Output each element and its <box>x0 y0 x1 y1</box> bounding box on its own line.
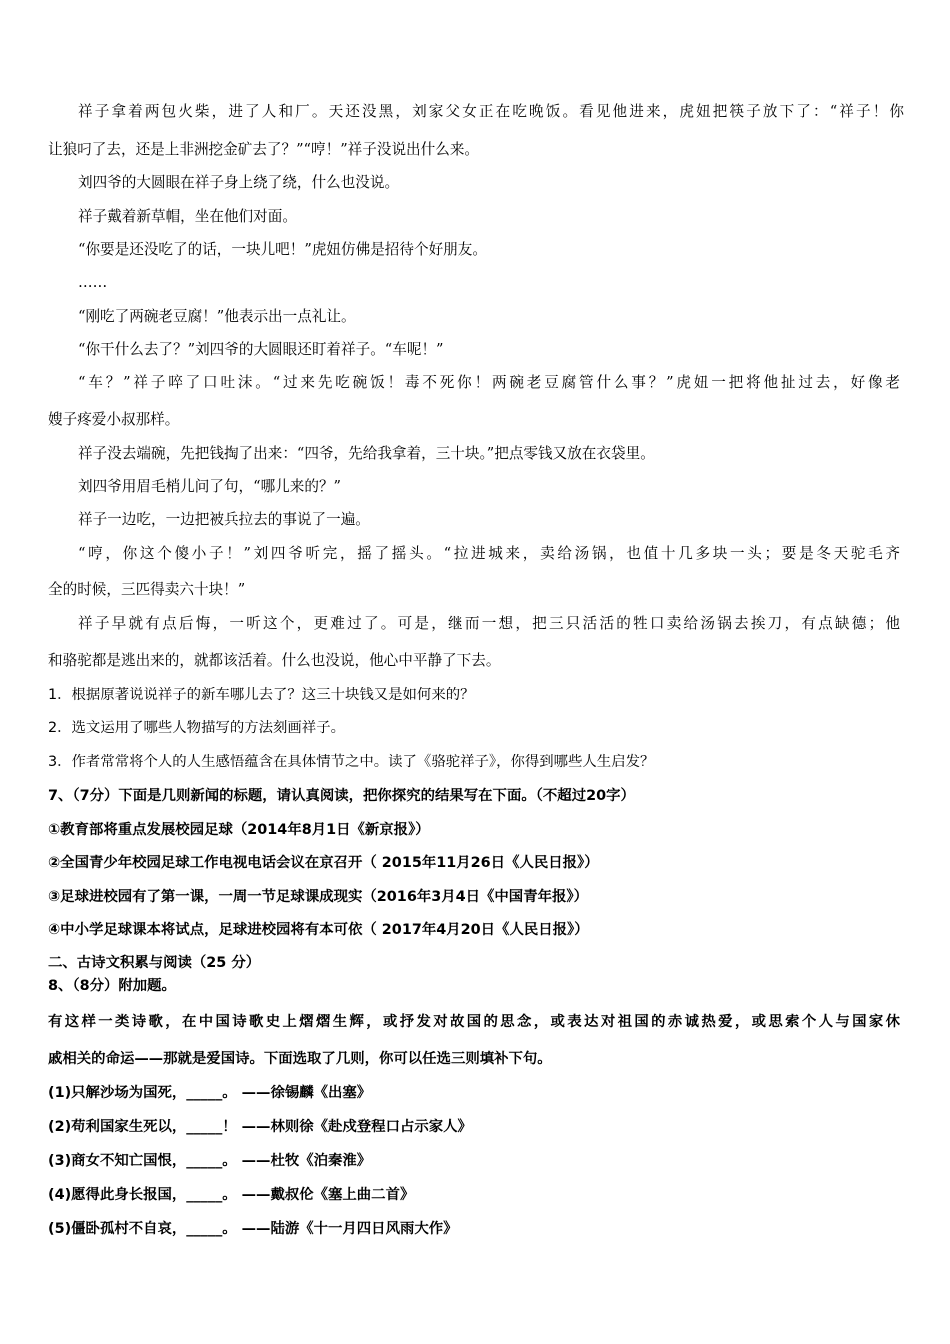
passage-line: 让狼叼了去，还是上非洲挖金矿去了？”“哼！”祥子没说出什么来。 <box>48 141 480 158</box>
poem-item-5: (5)僵卧孤村不自哀，_____。 ——陆游《十一月四日风雨大作》 <box>48 1221 458 1237</box>
passage-line: 祥子戴着新草帽，坐在他们对面。 <box>78 208 297 225</box>
poem-item-2: (2)苟利国家生死以，_____！ ——林则徐《赴戍登程口占示家人》 <box>48 1119 472 1135</box>
question-8-title: 8、（8分）附加题。 <box>48 978 176 994</box>
question-8-intro: 戚相关的命运——那就是爱国诗。下面选取了几则，你可以任选三则填补下句。 <box>48 1051 552 1067</box>
passage-line: 祥子一边吃，一边把被兵拉去的事说了一遍。 <box>78 511 370 528</box>
question-8-intro: 有这样一类诗歌，在中国诗歌史上熠熠生辉，或抒发对故国的思念，或表达对祖国的赤诚热爱，或思索个人与国家休 <box>48 1014 900 1030</box>
poem-item-3: (3)商女不知亡国恨，_____。 ——杜牧《泊秦淮》 <box>48 1153 372 1169</box>
passage-line: “你要是还没吃了的话，一块儿吧！”虎妞仿佛是招待个好朋友。 <box>78 241 487 258</box>
passage-line: “你干什么去了？”刘四爷的大圆眼还盯着祥子。“车呢！” <box>78 341 444 358</box>
passage-line: 祥子早就有点后悔，一听这个，更难过了。可是，继而一想，把三只活活的牲口卖给汤锅去挨刀，有点缺德；他 <box>78 615 900 632</box>
poem-item-4: (4)愿得此身长报国，_____。 ——戴叔伦《塞上曲二首》 <box>48 1187 415 1203</box>
news-headline-3: ③足球进校园有了第一课，一周一节足球课成现实（2016年3月4日《中国青年报》） <box>48 889 588 905</box>
news-headline-1: ①教育部将重点发展校园足球（2014年8月1日《新京报》） <box>48 822 430 838</box>
passage-ellipsis: …… <box>78 274 108 291</box>
news-headline-4: ④中小学足球课本将试点，足球进校园将有本可依（ 2017年4月20日《人民日报》） <box>48 922 589 938</box>
passage-line: 嫂子疼爱小叔那样。 <box>48 411 180 428</box>
passage-line: 刘四爷的大圆眼在祥子身上绕了绕，什么也没说。 <box>78 174 400 191</box>
poem-item-1: (1)只解沙场为国死，_____。 ——徐锡麟《出塞》 <box>48 1085 372 1101</box>
news-headline-2: ②全国青少年校园足球工作电视电话会议在京召开（ 2015年11月26日《人民日报》） <box>48 855 599 871</box>
question-1: 1．根据原著说说祥子的新车哪儿去了？这三十块钱又是如何来的？ <box>48 687 475 703</box>
passage-line: 祥子拿着两包火柴，进了人和厂。天还没黑，刘家父女正在吃晚饭。看见他进来，虎妞把筷子放下了：“祥子！你 <box>78 103 904 120</box>
question-7-title: 7、（7分）下面是几则新闻的标题，请认真阅读，把你探究的结果写在下面。（不超过20字） <box>48 788 635 804</box>
passage-line: 刘四爷用眉毛梢儿问了句，“哪儿来的？” <box>78 478 342 495</box>
passage-line: “哼，你这个傻小子！”刘四爷听完，摇了摇头。“拉进城来，卖给汤锅，也值十几多块一头；要是冬天驼毛齐 <box>78 545 900 562</box>
passage-line: 和骆驼都是逃出来的，就都该活着。什么也没说，他心中平静了下去。 <box>48 652 501 669</box>
passage-line: 祥子没去端碗，先把钱掏了出来：“四爷，先给我拿着，三十块。”把点零钱又放在衣袋里。 <box>78 445 655 462</box>
section-heading: 二、古诗文积累与阅读（25 分） <box>48 955 261 971</box>
question-2: 2．选文运用了哪些人物描写的方法刻画祥子。 <box>48 720 345 736</box>
passage-line: “刚吃了两碗老豆腐！”他表示出一点礼让。 <box>78 308 356 325</box>
passage-line: 全的时候，三匹得卖六十块！” <box>48 581 246 598</box>
question-3: 3．作者常常将个人的人生感悟蕴含在具体情节之中。读了《骆驼祥子》，你得到哪些人生启发？ <box>48 754 655 770</box>
passage-line: “车？”祥子啐了口吐沫。“过来先吃碗饭！毒不死你！两碗老豆腐管什么事？”虎妞一把将他扯过去，好像老 <box>78 374 900 391</box>
